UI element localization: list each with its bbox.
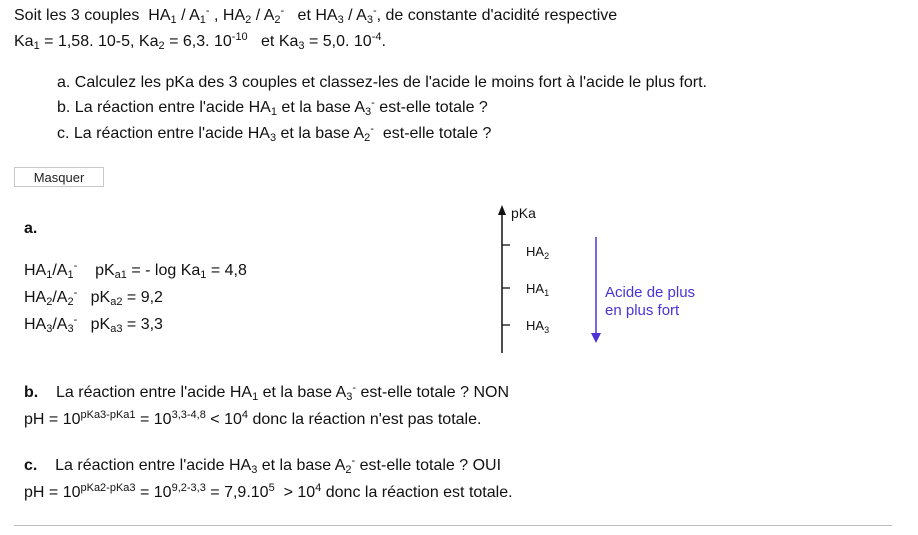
bottom-divider xyxy=(14,525,892,526)
pka-axis-arrowhead xyxy=(498,205,506,215)
scale-ha2: $HA_2$ xyxy=(526,244,550,261)
question-line-2: $Ka_1 = 1,58$. 10-5, $Ka_2 = 6,3$. $10^{-10}$ et $Ka_3 = 5,0$. $10^{-4}$. xyxy=(14,31,386,52)
pka-row-2: $HA_2/A_2^-$ $pK_{a2} = 9,2$ xyxy=(24,287,163,308)
scale-ha3: $HA_3$ xyxy=(526,318,550,335)
answer-b-question: b. La réaction entre l'acide $HA_1$ et la base $A_3^-$ est-elle totale ? NON xyxy=(24,382,510,403)
answer-c-question: c. La réaction entre l'acide $HA_3$ et la base $A_2^-$ est-elle totale ? OUI xyxy=(24,455,502,476)
pka-row-3: $HA_3/A_3^-$ $pK_{a3} = 3,3$ xyxy=(24,314,163,335)
question-a: a. Calculez les pKa des 3 couples et classez-les de l'acide le moins fort à l'acide le plus fort. xyxy=(57,74,707,91)
question-line-1: Soit les 3 couples $HA_1 / A_1^-$ , $HA_2 / A_2^-$ et $HA_3 / A_3^-$, de constante d'acidité respective xyxy=(14,5,618,26)
strength-arrowhead xyxy=(591,333,601,343)
answer-c-equation: pH = $10^{pKa2-pKa3} = 10^{9,2-3,3} = 7,9.10^5 > 10^4$ donc la réaction est totale. xyxy=(24,482,513,501)
masquer-button[interactable]: Masquer xyxy=(14,167,104,187)
scale-ha1: $HA_1$ xyxy=(526,281,550,298)
question-b: b. La réaction entre l'acide $HA_1$ et la base $A_3^-$ est-elle totale ? xyxy=(57,97,488,118)
strength-text-2: en plus fort xyxy=(605,302,680,319)
answer-b-equation: pH = $10^{pKa3-pKa1} = 10^{3,3-4,8} < 10^4$ donc la réaction n'est pas totale. xyxy=(24,409,482,428)
question-c: c. La réaction entre l'acide $HA_3$ et la base $A_2^-$ est-elle totale ? xyxy=(57,123,492,144)
answer-a-label: a. xyxy=(24,220,38,237)
strength-text-1: Acide de plus xyxy=(605,284,696,301)
axis-label: pKa xyxy=(511,205,536,221)
pka-row-1: $HA_1/A_1^-$ $pK_{a1}$ = - $\log Ka_1 = 4,8$ xyxy=(24,260,247,281)
